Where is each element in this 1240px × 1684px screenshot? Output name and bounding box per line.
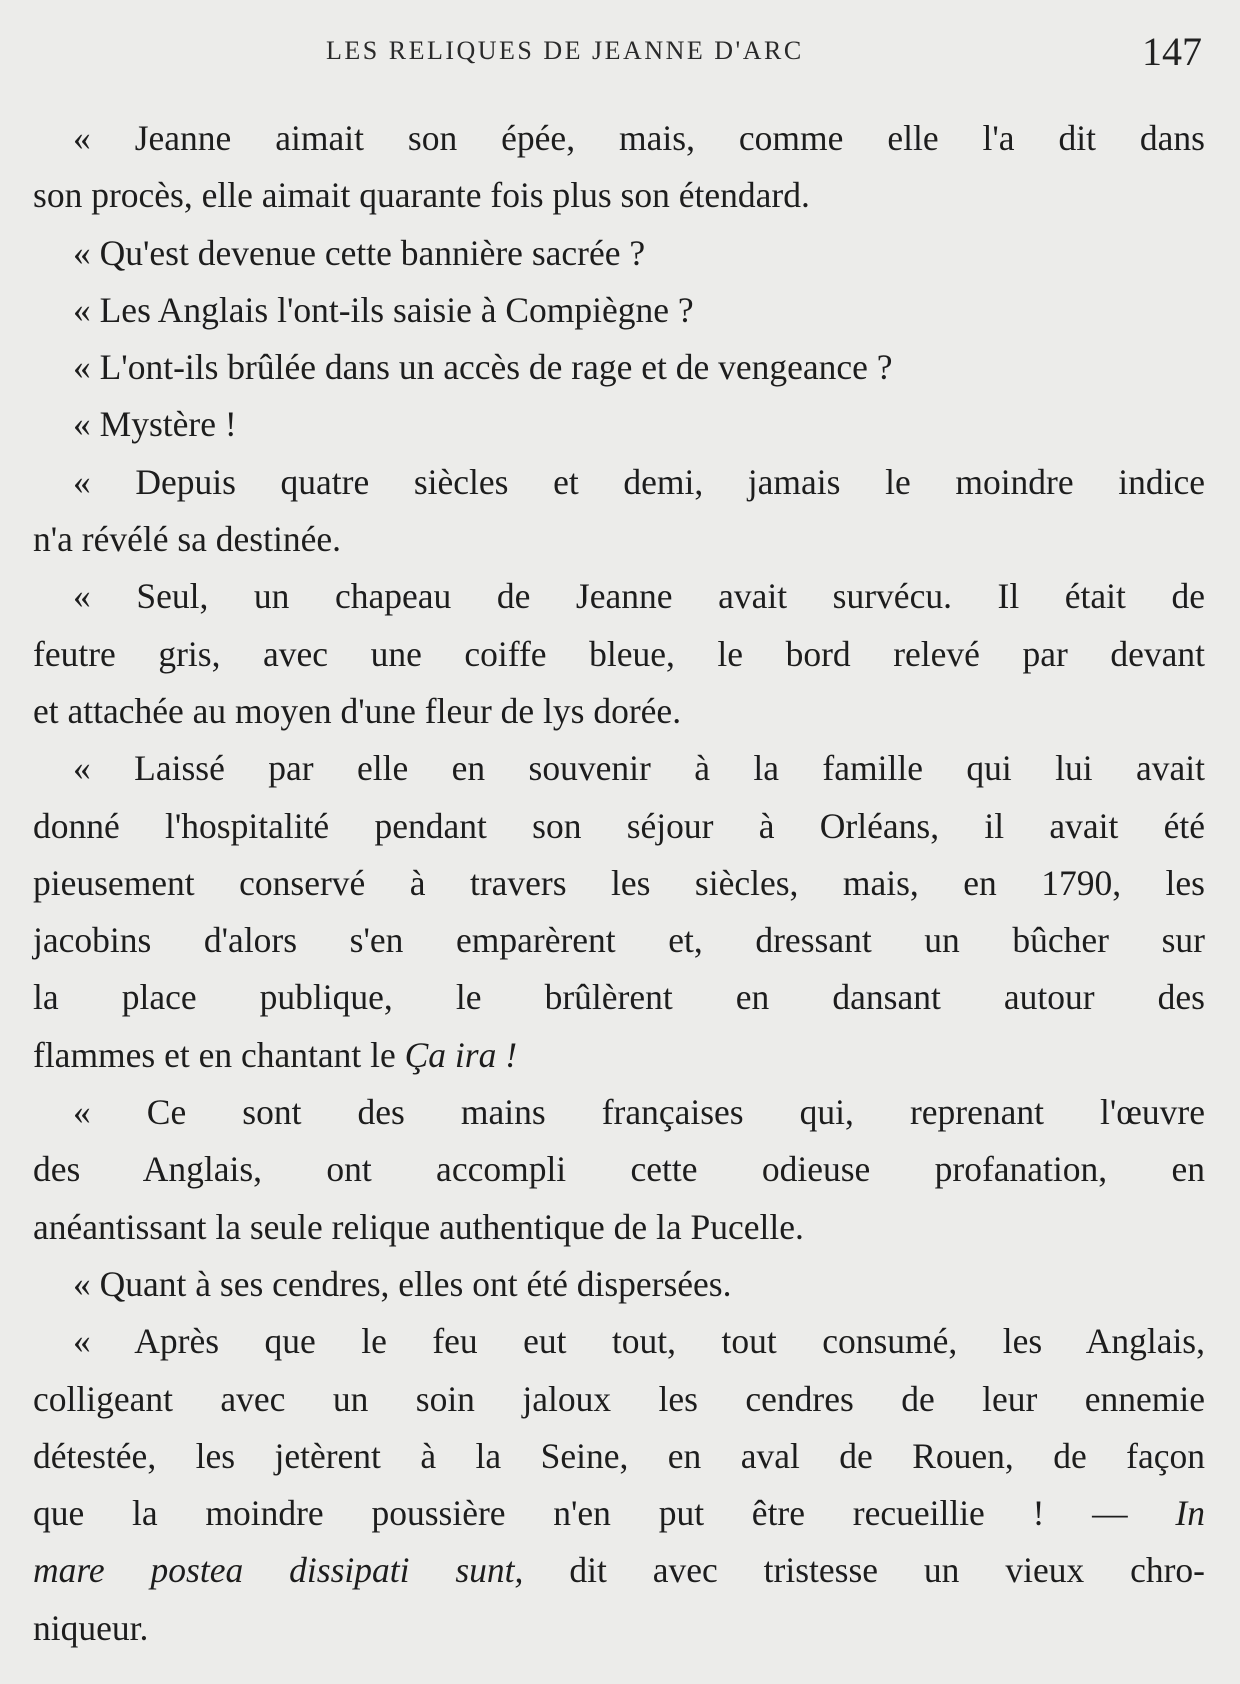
line-text: « Jeanne aimait son épée, mais, comme elle l'a dit dans (73, 118, 1205, 158)
text-line (33, 1542, 1205, 1599)
running-head (0, 26, 1240, 76)
text-line (33, 511, 1205, 568)
text-line (33, 969, 1205, 1026)
text-line (33, 1084, 1205, 1141)
text-line (33, 626, 1205, 683)
text-line (33, 740, 1205, 797)
line-text: « Depuis quatre siècles et demi, jamais le moindre indice (73, 461, 1205, 502)
text-line (33, 1256, 1205, 1313)
line-text: « Laissé par elle en souvenir à la famille qui lui avait (73, 748, 1205, 789)
text-line (33, 683, 1205, 740)
line-text: niqueur. (33, 1607, 149, 1648)
text-line (33, 1313, 1205, 1370)
text-line (33, 396, 1205, 453)
line-text: jacobins d'alors s'en emparèrent et, dressant un bûcher sur (33, 920, 1205, 961)
text-line (33, 1027, 1205, 1084)
text-line (33, 110, 1205, 167)
line-text: « L'ont-ils brûlée dans un accès de rage et de vengeance ? (73, 347, 893, 388)
line-text: détestée, les jetèrent à la Seine, en aval de Rouen, de façon (33, 1435, 1205, 1476)
italic-text: Ça ira ! (404, 1034, 518, 1075)
page-number: 147 (1142, 29, 1202, 74)
line-text: donné l'hospitalité pendant son séjour à Orléans, il avait été (33, 805, 1205, 846)
text-line (33, 1485, 1205, 1542)
line-text: et attachée au moyen d'une fleur de lys dorée. (33, 690, 682, 731)
text-line (33, 912, 1205, 969)
text-line (33, 225, 1205, 282)
line-text: « Qu'est devenue cette bannière sacrée ? (73, 232, 646, 273)
text-line (33, 1428, 1205, 1485)
line-text: pieusement conservé à travers les siècles, mais, en 1790, les (33, 862, 1205, 903)
text-line (33, 282, 1205, 339)
line-text: feutre gris, avec une coiffe bleue, le bord relevé par devant (33, 633, 1205, 674)
line-text: des Anglais, ont accompli cette odieuse profanation, en (33, 1149, 1205, 1190)
line-text: « Quant à ses cendres, elles ont été dispersées. (73, 1263, 732, 1304)
text-line (33, 454, 1205, 511)
line-text: son procès, elle aimait quarante fois plus son étendard. (33, 175, 810, 216)
text-line (33, 339, 1205, 396)
line-text: anéantissant la seule relique authentique de la Pucelle. (33, 1206, 804, 1247)
text-line (33, 1141, 1205, 1198)
line-text: que la moindre poussière n'en put être recueillie ! — (33, 1493, 1176, 1534)
line-text: flammes et en chantant le (33, 1034, 405, 1075)
body-text (33, 110, 1205, 1657)
running-title: LES RELIQUES DE JEANNE D'ARC (326, 36, 804, 65)
text-line (33, 167, 1205, 224)
line-text: « Après que le feu eut tout, tout consumé, les Anglais, (73, 1321, 1205, 1362)
italic-text: In (1175, 1493, 1205, 1534)
text-line (33, 568, 1205, 625)
line-text: « Mystère ! (73, 404, 237, 445)
italic-text: mare postea dissipati sunt, (33, 1550, 524, 1591)
text-line (33, 855, 1205, 912)
line-text: « Ce sont des mains françaises qui, reprenant l'œuvre (73, 1092, 1205, 1133)
line-text: la place publique, le brûlèrent en dansant autour des (33, 977, 1205, 1018)
line-text: « Seul, un chapeau de Jeanne avait survécu. Il était de (73, 576, 1205, 617)
line-text: n'a révélé sa destinée. (33, 519, 341, 560)
line-text: dit avec tristesse un vieux chro- (523, 1550, 1205, 1591)
line-text: « Les Anglais l'ont-ils saisie à Compiègne ? (73, 289, 694, 330)
text-line (33, 1600, 1205, 1657)
line-text: colligeant avec un soin jaloux les cendres de leur ennemie (33, 1378, 1205, 1419)
text-line (33, 798, 1205, 855)
text-line (33, 1199, 1205, 1256)
text-line (33, 1371, 1205, 1428)
